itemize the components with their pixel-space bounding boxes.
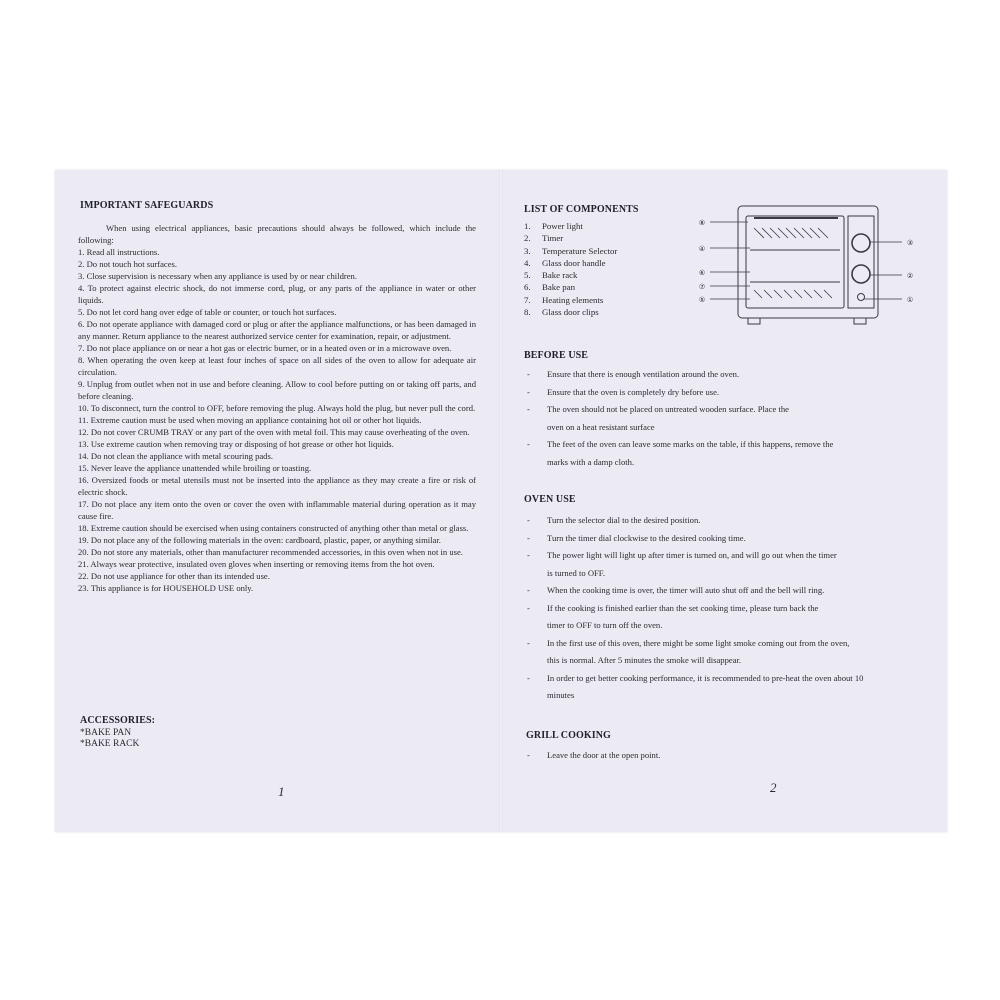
- accessory-item: *BAKE PAN: [80, 728, 132, 738]
- oven-foot-left: [748, 318, 760, 324]
- list-item-text: is turned to OFF.: [547, 567, 606, 578]
- list-item-text: The feet of the oven can leave some marks on the table, if this happens, remove the: [547, 439, 834, 449]
- component-item: [524, 232, 617, 244]
- safeguard-item: 20. Do not store any materials, other than manufacturer recommended accessories, in this oven when not in use.: [78, 547, 463, 557]
- component-item: [524, 294, 617, 306]
- list-item: [524, 512, 929, 530]
- safeguard-item: 1. Read all instructions.: [78, 247, 160, 257]
- bullet-dash: -: [527, 439, 530, 449]
- callout-6: ⑥: [698, 269, 706, 277]
- oven-body: [738, 206, 878, 318]
- accessories-title: ACCESSORIES:: [80, 715, 156, 726]
- list-item-text: Ensure that there is enough ventilation around the oven.: [547, 369, 740, 379]
- safeguard-item: 5. Do not let cord hang over edge of table or counter, or touch hot surfaces.: [78, 307, 337, 317]
- safeguard-item: 10. To disconnect, turn the control to OFF, before removing the plug. Always hold the plug, but never pull the cord.: [78, 403, 476, 413]
- bullet-dash: -: [527, 637, 530, 648]
- component-item: [524, 245, 617, 257]
- component-number: 5.: [524, 270, 531, 281]
- list-item-text: The oven should not be placed on untreated wooden surface. Place the: [547, 404, 789, 414]
- grill-cooking-title: GRILL COOKING: [526, 730, 611, 741]
- bullet-dash: -: [527, 369, 530, 379]
- list-item: [524, 747, 924, 765]
- component-number: 7.: [524, 294, 531, 305]
- safeguard-item: 7. Do not place appliance on or near a hot gas or electric burner, or in a heated oven or in a microwave oven.: [78, 343, 452, 353]
- bullet-dash: -: [527, 585, 530, 595]
- component-label: Temperature Selector: [542, 245, 618, 256]
- heating-element-bottom: [754, 290, 832, 298]
- list-item-text: Turn the selector dial to the desired position.: [547, 515, 701, 525]
- bullet-dash: -: [527, 672, 530, 683]
- safeguards-title: IMPORTANT SAFEGUARDS: [80, 200, 214, 211]
- component-label: Power light: [542, 221, 583, 231]
- component-label: Glass door handle: [542, 257, 606, 268]
- safeguard-item: 22. Do not use appliance for other than its intended use.: [78, 571, 270, 581]
- accessory-item: *BAKE RACK: [80, 739, 140, 749]
- list-item-text: In order to get better cooking performance, it is recommended to pre-heat the oven about 10: [547, 672, 864, 683]
- manual-spread: [55, 170, 947, 832]
- left-page: [55, 170, 500, 832]
- safeguard-item: 19. Do not place any of the following materials in the oven: cardboard, plastic, paper, or anything similar.: [78, 535, 441, 545]
- callout-8: ⑧: [698, 219, 706, 227]
- oven-use-title: OVEN USE: [524, 494, 576, 505]
- page-number: 1: [278, 784, 285, 799]
- safeguard-item: 9. Unplug from outlet when not in use and before cleaning. Allow to cool before putting on or taking off parts, and before cleaning.: [78, 379, 476, 401]
- oven-diagram: [688, 202, 926, 326]
- safeguard-item: 2. Do not touch hot surfaces.: [78, 259, 178, 269]
- right-page: [502, 170, 947, 832]
- bullet-dash: -: [527, 386, 530, 397]
- list-item: [524, 436, 924, 454]
- safeguard-item: 3. Close supervision is necessary when any appliance is used by or near children.: [78, 271, 357, 281]
- list-item-continuation: [524, 565, 929, 583]
- component-item: [524, 306, 617, 318]
- bullet-dash: -: [527, 404, 530, 414]
- list-item: [524, 600, 929, 618]
- callout-4: ④: [698, 245, 706, 253]
- callout-1: ①: [906, 296, 914, 304]
- safeguard-item: 8. When operating the oven keep at least four inches of space on all sides of the oven to allow for adequate air circulation.: [78, 355, 476, 377]
- component-number: 4.: [524, 257, 531, 268]
- components-list: [524, 220, 617, 318]
- bullet-dash: -: [527, 550, 530, 560]
- safeguard-item: 21. Always wear protective, insulated oven gloves when inserting or removing items from the hot oven.: [78, 559, 435, 569]
- before-use-title: BEFORE USE: [524, 350, 589, 361]
- list-item-text: Leave the door at the open point.: [547, 750, 661, 760]
- safeguard-item: 12. Do not cover CRUMB TRAY or any part of the oven with metal foil. This may cause overheating of the oven.: [78, 427, 470, 437]
- list-item-text: oven on a heat resistant surface: [547, 421, 655, 432]
- component-number: 2.: [524, 233, 531, 244]
- callout-2: ②: [906, 272, 914, 280]
- list-item-text: Turn the timer dial clockwise to the desired cooking time.: [547, 532, 746, 543]
- before-use-list: [524, 366, 924, 471]
- safeguard-item: 17. Do not place any item onto the oven or cover the oven with inflammable material during operation as it may cause fire.: [78, 499, 476, 521]
- safeguard-item: 15. Never leave the appliance unattended while broiling or toasting.: [78, 463, 312, 473]
- safeguard-item: 11. Extreme caution must be used when moving an appliance containing hot oil or other hot liquids.: [78, 415, 422, 425]
- list-item-text: minutes: [547, 690, 575, 700]
- safeguard-item: 16. Oversized foods or metal utensils must not be inserted into the appliance as they may create a fire or risk of electric shock.: [78, 475, 476, 497]
- list-item-text: If the cooking is finished earlier than the set cooking time, please turn back the: [547, 602, 819, 613]
- list-item-text: marks with a damp cloth.: [547, 456, 635, 467]
- safeguard-item: 23. This appliance is for HOUSEHOLD USE only.: [78, 583, 254, 593]
- component-label: Timer: [542, 233, 564, 244]
- bullet-dash: -: [527, 515, 530, 525]
- bullet-dash: -: [527, 532, 530, 543]
- list-item: [524, 384, 924, 402]
- list-item-continuation: [524, 419, 924, 437]
- list-item-text: When the cooking time is over, the timer will auto shut off and the bell will ring.: [547, 585, 825, 595]
- component-label: Bake rack: [542, 270, 578, 281]
- list-item-text: Ensure that the oven is completely dry before use.: [547, 386, 720, 397]
- accessories-list: [80, 728, 139, 750]
- callout-7: ⑦: [698, 283, 706, 291]
- list-item-text: this is normal. After 5 minutes the smoke will disappear.: [547, 655, 742, 665]
- list-item: [524, 582, 929, 600]
- component-item: [524, 269, 617, 281]
- timer-dial: [852, 234, 870, 252]
- list-item: [524, 401, 924, 419]
- list-item-continuation: [524, 454, 924, 472]
- component-item: [524, 281, 617, 293]
- list-item: [524, 547, 929, 565]
- callout-5: ⑤: [698, 296, 706, 304]
- grill-cooking-list: [524, 747, 924, 765]
- components-title: LIST OF COMPONENTS: [524, 204, 639, 215]
- control-panel: [848, 216, 874, 308]
- bullet-dash: -: [527, 602, 530, 613]
- component-label: Bake pan: [542, 282, 575, 293]
- component-label: Glass door clips: [542, 307, 599, 318]
- list-item: [524, 366, 924, 384]
- callout-3: ③: [906, 239, 914, 247]
- safeguard-item: 4. To protect against electric shock, do not immerse cord, plug, or any parts of the appliance in water or other liquids.: [78, 283, 476, 305]
- component-number: 1.: [524, 221, 531, 231]
- list-item: [524, 670, 929, 688]
- heating-element-top: [754, 228, 828, 238]
- list-item-continuation: [524, 617, 929, 635]
- list-item: [524, 635, 929, 653]
- component-number: 8.: [524, 307, 531, 318]
- oven-foot-right: [854, 318, 866, 324]
- list-item-continuation: [524, 652, 929, 670]
- component-item: [524, 220, 617, 232]
- safeguards-intro: When using electrical appliances, basic precautions should always be followed, which include the following:: [78, 223, 476, 245]
- safeguard-item: 18. Extreme caution should be exercised when using containers constructed of anything other than metal or glass.: [78, 523, 469, 533]
- power-light-dot: [858, 294, 865, 301]
- list-item: [524, 530, 929, 548]
- component-number: 6.: [524, 282, 531, 293]
- safeguard-item: 13. Use extreme caution when removing tray or disposing of hot grease or other hot liquids.: [78, 439, 394, 449]
- safeguard-item: 6. Do not operate appliance with damaged cord or plug or after the appliance malfunctions, or has been damaged in any manner. Return appliance to the nearest authorized service center for examination, repair, or adjustment.: [78, 319, 476, 341]
- temperature-dial: [852, 265, 870, 283]
- safeguards-body: [78, 222, 476, 594]
- list-item-text: In the first use of this oven, there might be some light smoke coming out from the oven,: [547, 637, 850, 648]
- oven-use-list: [524, 512, 929, 705]
- list-item-continuation: [524, 687, 929, 705]
- component-number: 3.: [524, 245, 531, 256]
- bullet-dash: -: [527, 750, 530, 760]
- list-item-text: The power light will light up after timer is turned on, and will go out when the timer: [547, 550, 837, 560]
- component-item: [524, 257, 617, 269]
- component-label: Heating elements: [542, 294, 604, 305]
- safeguard-item: 14. Do not clean the appliance with metal scouring pads.: [78, 451, 273, 461]
- list-item-text: timer to OFF to turn off the oven.: [547, 620, 663, 630]
- page-number: 2: [770, 780, 777, 795]
- oven-door-glass: [746, 216, 844, 308]
